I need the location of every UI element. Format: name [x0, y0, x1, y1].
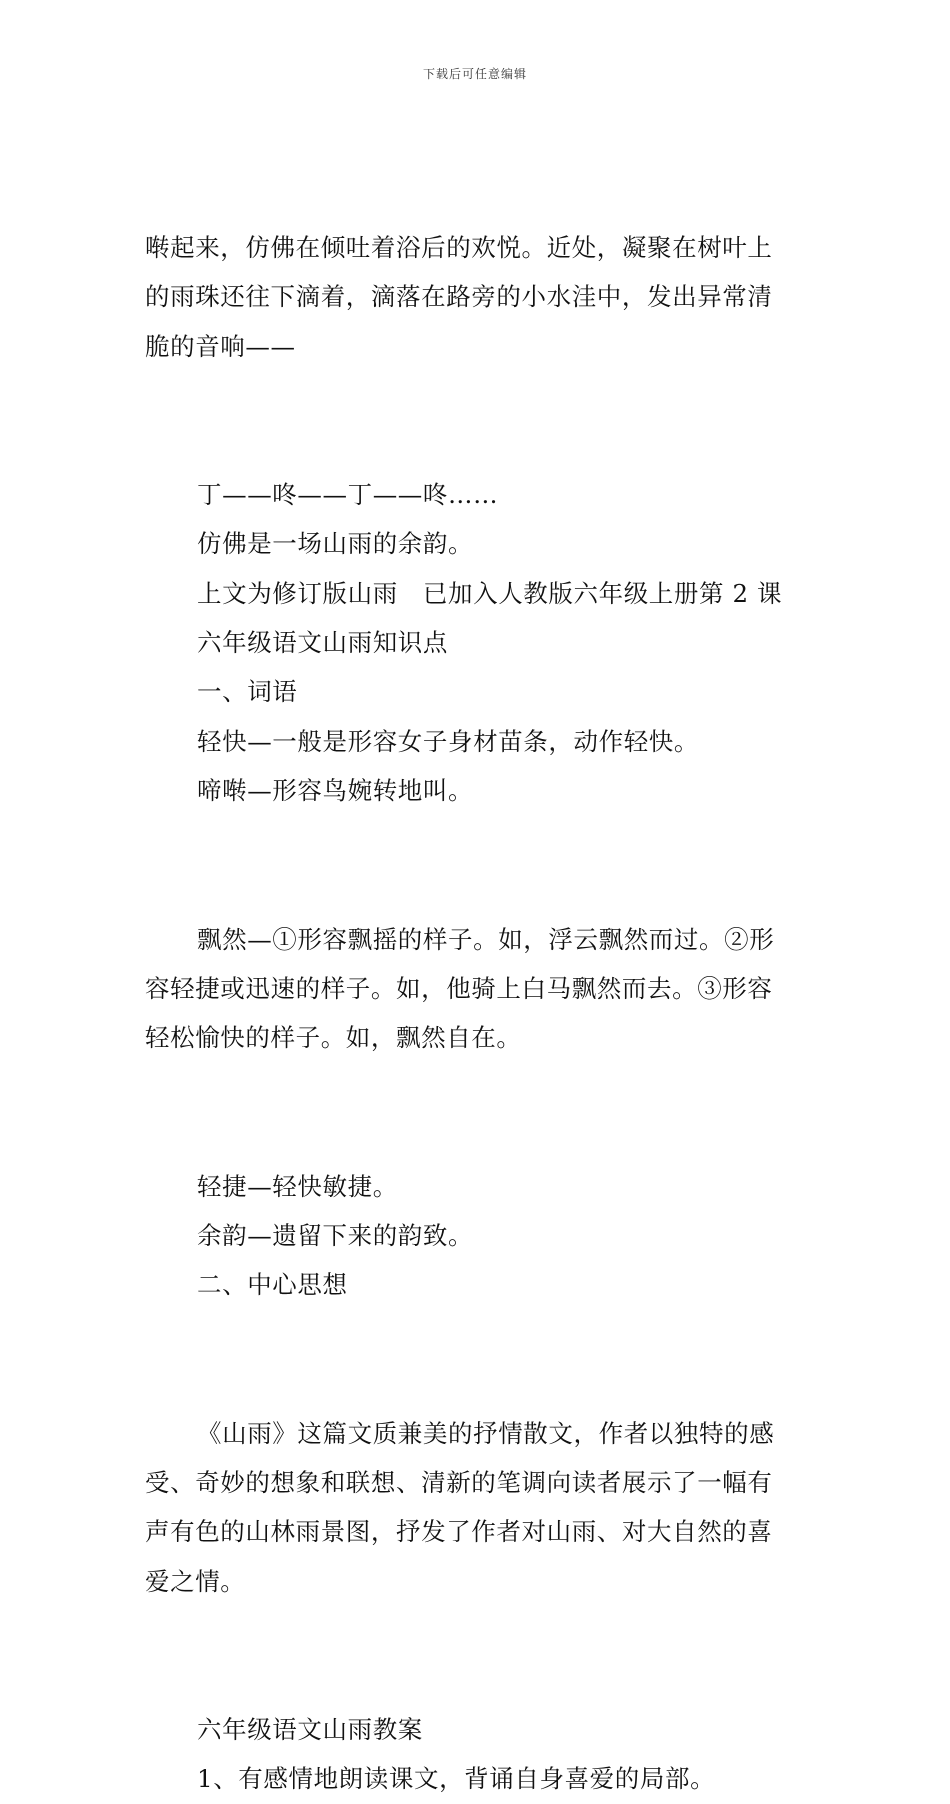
section-heading-central-idea: 二、中心思想 [197, 1270, 348, 1300]
definition-tizhuan: 啼啭—形容鸟婉转地叫。 [197, 776, 474, 806]
paragraph-source-note: 上文为修订版山雨 已加入人教版六年级上册第 2 课 [197, 578, 783, 608]
text-line: 轻松愉快的样子。如，飘然自在。 [145, 1023, 522, 1053]
paragraph-sound: 丁——咚——丁——咚…… [197, 479, 499, 509]
paragraph-continued [145, 124, 805, 470]
section-heading-vocabulary: 一、词语 [197, 677, 298, 707]
text-line: 爱之情。 [145, 1566, 246, 1596]
definition-qingkuai: 轻快—一般是形容女子身材苗条，动作轻快。 [197, 726, 699, 756]
paragraph-central-idea [145, 1310, 805, 1705]
page-header: 下载后可任意编辑 [422, 67, 527, 81]
text-line: 声有色的山林雨景图，抒发了作者对山雨、对大自然的喜 [145, 1517, 773, 1547]
definition-qingjie: 轻捷—轻快敏捷。 [197, 1171, 398, 1201]
text-line: 受、奇妙的想象和联想、清新的笔调向读者展示了一幅有 [145, 1467, 773, 1497]
lesson-goal-item: 1、有感情地朗读课文，背诵自身喜爱的局部。 [197, 1764, 716, 1794]
text-line: 《山雨》这篇文质兼美的抒情散文，作者以独特的感 [197, 1418, 775, 1448]
section-heading-lesson-plan: 六年级语文山雨教案 [197, 1715, 423, 1744]
paragraph-echo: 仿佛是一场山雨的余韵。 [197, 529, 474, 559]
text-line: 脆的音响—— [145, 331, 296, 361]
document-body [145, 124, 805, 1804]
text-line: 飘然—①形容飘摇的样子。如，浮云飘然而过。②形 [197, 924, 775, 954]
section-heading-knowledge: 六年级语文山雨知识点 [197, 628, 448, 658]
text-line: 容轻捷或迅速的样子。如，他骑上白马飘然而去。③形容 [145, 973, 773, 1003]
text-line: 啭起来，仿佛在倾吐着浴后的欢悦。近处，凝聚在树叶上 [145, 232, 773, 262]
definition-yuyun: 余韵—遗留下来的韵致。 [197, 1220, 474, 1250]
text-line: 的雨珠还往下滴着，滴落在路旁的小水洼中，发出异常清 [145, 282, 773, 312]
definition-piaoran [145, 816, 805, 1162]
